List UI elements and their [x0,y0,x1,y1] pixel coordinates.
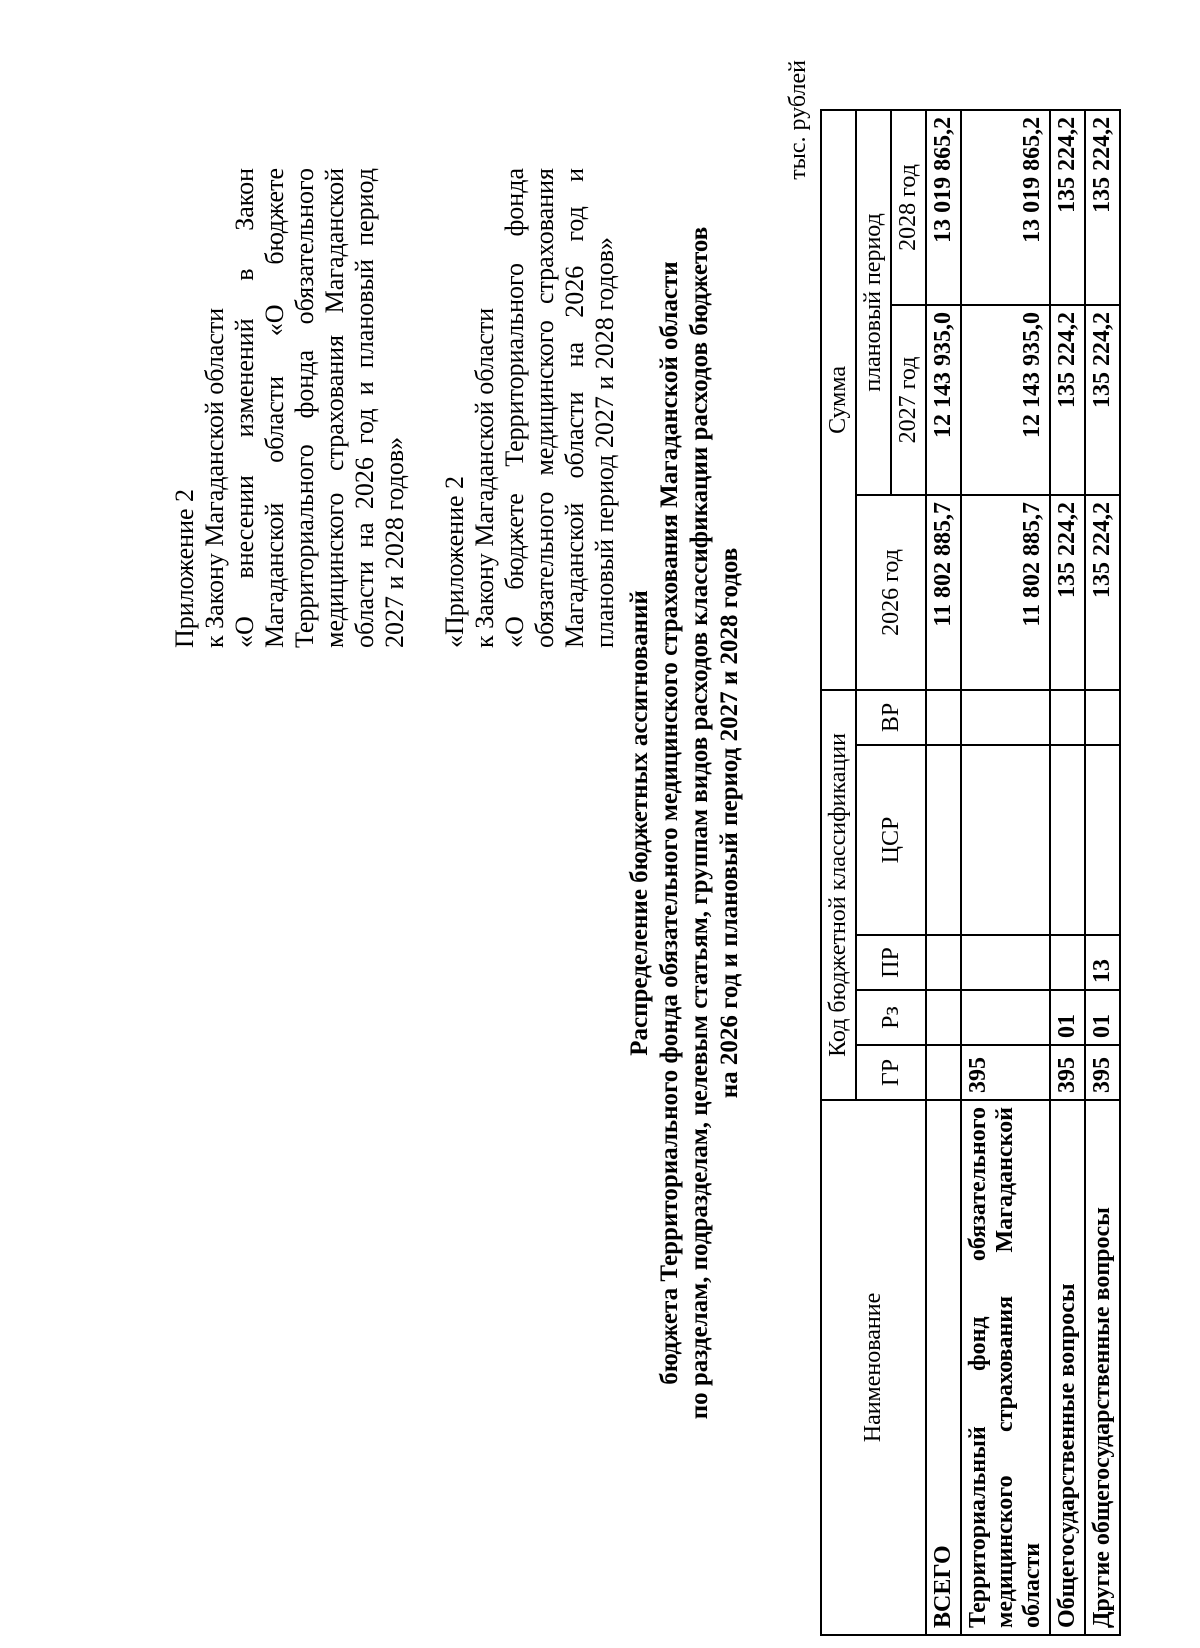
cell-2028: 135 224,2 [1085,110,1120,305]
cell-gr [926,1045,961,1100]
cell-gr: 395 [961,1045,1050,1100]
header-2026: 2026 год [856,495,926,690]
cell-name: Другие общегосударственные вопросы [1085,1100,1120,1635]
header-sum: Сумма [821,110,856,690]
cell-pr [1050,935,1085,990]
cell-name: ВСЕГО [926,1100,961,1635]
cell-vr [1085,690,1120,745]
cell-name: Общегосударственные вопросы [1050,1100,1085,1635]
annex-note-original [440,168,620,648]
header-name: Наименование [821,1100,926,1635]
header-planned-period: плановый период [856,110,891,495]
cell-gr: 395 [1050,1045,1085,1100]
cell-vr [961,690,1050,745]
table-row [1050,110,1085,1635]
title-line: на 2026 год и плановый период 2027 и 2028 годов [716,547,743,1099]
header-gr: ГР [856,1045,926,1100]
cell-vr [1050,690,1085,745]
table-row [1085,110,1120,1635]
cell-2027: 12 143 935,0 [961,305,1050,495]
title-line: бюджета Территориального фонда обязательного медицинского страхования Магаданской области [656,261,683,1385]
header-2027: 2027 год [891,305,926,495]
cell-csr [1050,745,1085,935]
cell-2026: 135 224,2 [1050,495,1085,690]
cell-pr [926,935,961,990]
header-pr: ПР [856,935,926,990]
header-csr: ЦСР [856,745,926,935]
table-row [926,110,961,1635]
cell-pr [961,935,1050,990]
annex-note-line: к Закону Магаданской области [200,307,229,648]
annex-note-line: к Закону Магаданской области [470,307,499,648]
cell-2027: 135 224,2 [1085,305,1120,495]
cell-2026: 11 802 885,7 [961,495,1050,690]
annex-note-line: «Приложение 2 [440,475,469,648]
cell-csr [961,745,1050,935]
title-line: по разделам, подразделам, целевым статьям, группам видов расходов классификации расходов бюджетов [686,226,713,1420]
annex-note-line: Приложение 2 [170,488,199,648]
header-rz: Рз [856,990,926,1045]
cell-rz [926,990,961,1045]
cell-2028: 13 019 865,2 [926,110,961,305]
cell-pr: 13 [1085,935,1120,990]
cell-rz: 01 [1050,990,1085,1045]
header-vr: ВР [856,690,926,745]
budget-table [820,109,1121,1636]
cell-gr: 395 [1085,1045,1120,1100]
cell-2026: 135 224,2 [1085,495,1120,690]
cell-2026: 11 802 885,7 [926,495,961,690]
annex-note-current [170,168,410,648]
cell-2028: 135 224,2 [1050,110,1085,305]
cell-rz: 01 [1085,990,1120,1045]
units-label: тыс. рублей [785,60,811,180]
cell-csr [1085,745,1120,935]
annex-note-line: «О бюджете Территориального фонда обязательного медицинского страхования Магаданской области на 2026 год и плановый период 2027 и 2028 годов» [500,168,619,648]
cell-rz [961,990,1050,1045]
cell-2028: 13 019 865,2 [961,110,1050,305]
annex-note-line: «О внесении изменений в Закон Магаданской области «О бюджете Территориального фонда обязательного медицинского страхования Магаданской области на 2026 год и плановый период 2027 и 2028 годов» [230,168,409,648]
cell-name: Территориальный фонд обязательного медицинского страхования Магаданской области [961,1100,1050,1635]
document-title [625,88,745,1558]
cell-csr [926,745,961,935]
table-row [961,110,1050,1635]
header-2028: 2028 год [891,110,926,305]
cell-2027: 135 224,2 [1050,305,1085,495]
cell-vr [926,690,961,745]
header-code-group: Код бюджетной классификации [821,690,856,1100]
title-line: Распределение бюджетных ассигнований [626,590,653,1056]
cell-2027: 12 143 935,0 [926,305,961,495]
